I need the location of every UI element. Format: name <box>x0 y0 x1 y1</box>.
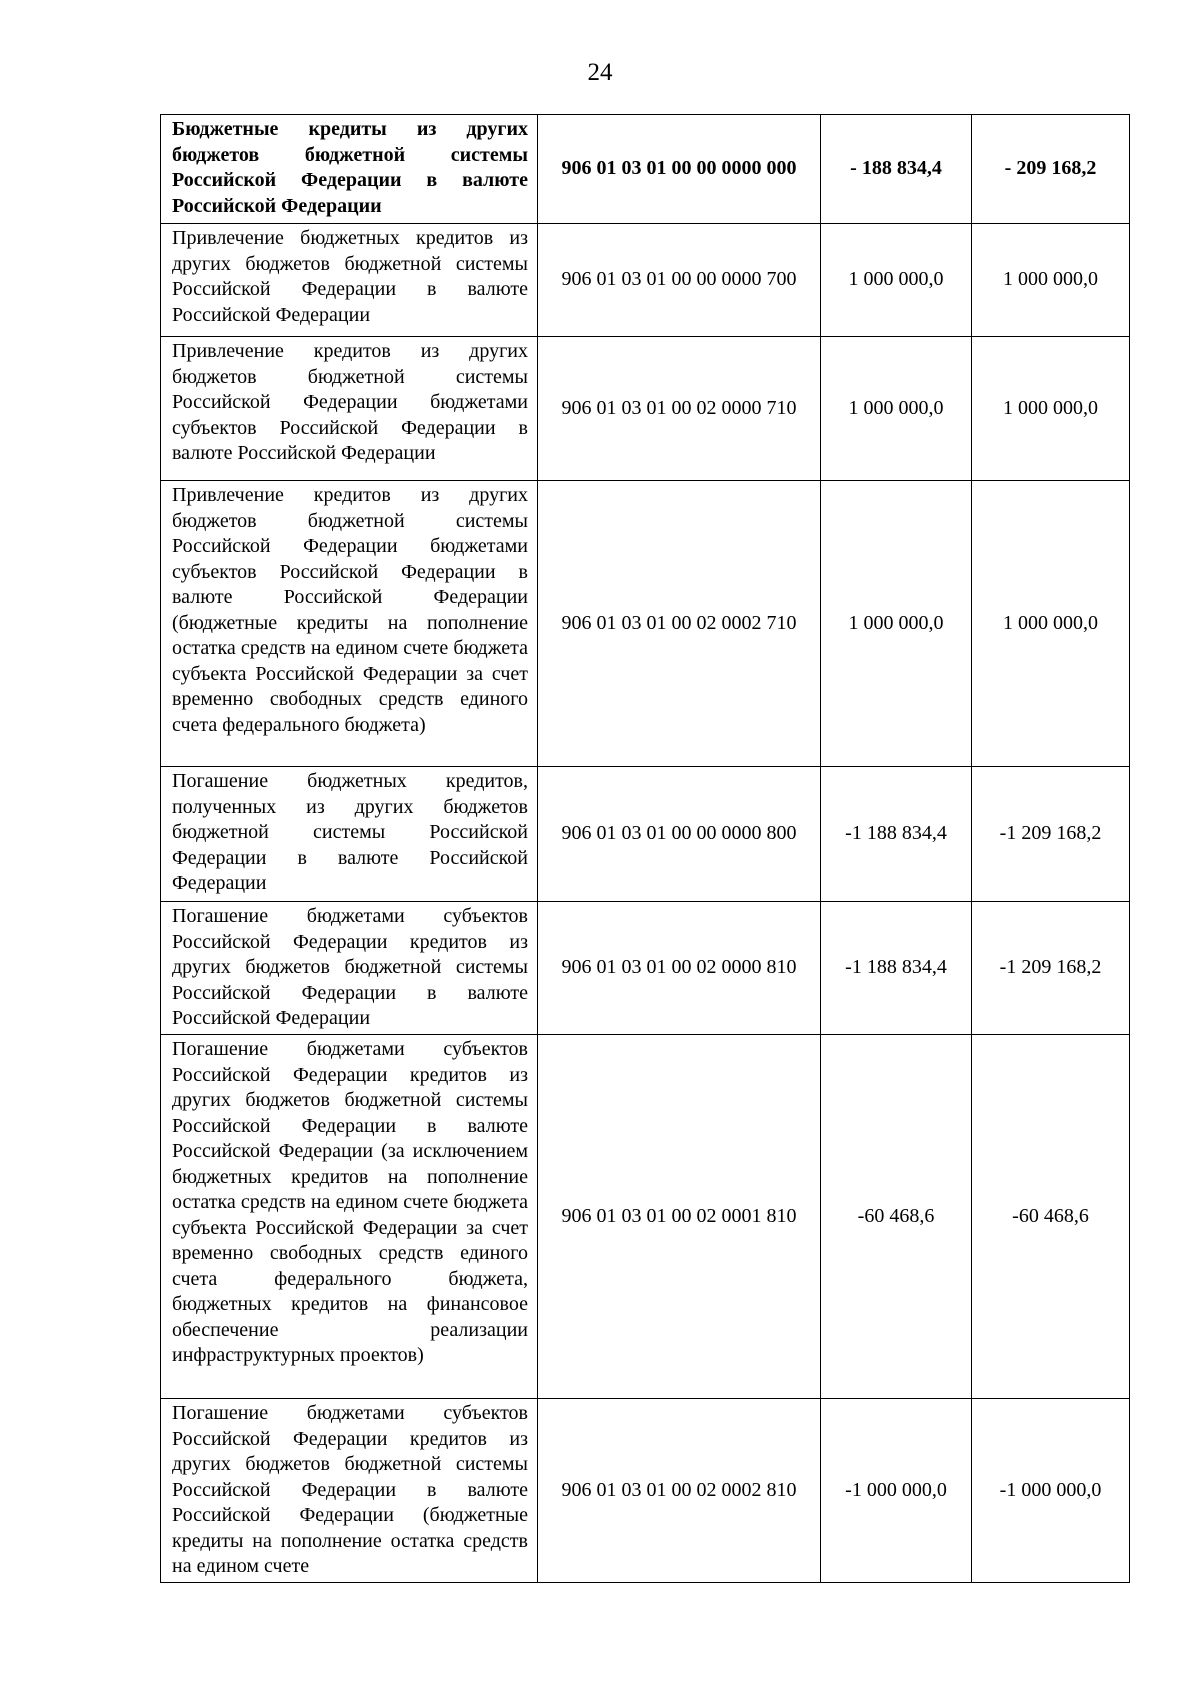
row-description: Привлечение бюджетных кредитов из других бюджетов бюджетной системы Российской Федерации в валюте Российской Федерации <box>161 224 538 337</box>
row-description: Погашение бюджетами субъектов Российской Федерации кредитов из других бюджетов бюджетной системы Российской Федерации в валюте Российской Федерации (бюджетные кредиты на пополнение остатка средств на едином счете <box>161 1399 538 1583</box>
row-value-year-1: -1 188 834,4 <box>821 767 972 902</box>
row-budget-code: 906 01 03 01 00 02 0000 710 <box>538 337 821 481</box>
table-row <box>161 767 1130 902</box>
row-description: Погашение бюджетами субъектов Российской Федерации кредитов из других бюджетов бюджетной системы Российской Федерации в валюте Российской Федерации <box>161 902 538 1035</box>
table-row <box>161 902 1130 1035</box>
row-value-year-2: 1 000 000,0 <box>972 337 1130 481</box>
row-value-year-1: - 188 834,4 <box>821 115 972 224</box>
row-value-year-2: -1 209 168,2 <box>972 902 1130 1035</box>
row-budget-code: 906 01 03 01 00 02 0002 710 <box>538 481 821 767</box>
row-value-year-1: -60 468,6 <box>821 1035 972 1399</box>
table-row <box>161 1035 1130 1399</box>
row-value-year-2: -60 468,6 <box>972 1035 1130 1399</box>
row-value-year-1: 1 000 000,0 <box>821 337 972 481</box>
row-value-year-2: 1 000 000,0 <box>972 481 1130 767</box>
row-budget-code: 906 01 03 01 00 02 0002 810 <box>538 1399 821 1583</box>
table-row <box>161 481 1130 767</box>
row-budget-code: 906 01 03 01 00 00 0000 000 <box>538 115 821 224</box>
page-number: 24 <box>587 59 613 86</box>
row-value-year-1: 1 000 000,0 <box>821 224 972 337</box>
row-budget-code: 906 01 03 01 00 00 0000 700 <box>538 224 821 337</box>
row-description: Бюджетные кредиты из других бюджетов бюджетной системы Российской Федерации в валюте Российской Федерации <box>161 115 538 224</box>
row-value-year-1: -1 000 000,0 <box>821 1399 972 1583</box>
row-value-year-2: - 209 168,2 <box>972 115 1130 224</box>
row-description: Привлечение кредитов из других бюджетов бюджетной системы Российской Федерации бюджетами субъектов Российской Федерации в валюте Российской Федерации <box>161 337 538 481</box>
row-value-year-1: -1 188 834,4 <box>821 902 972 1035</box>
row-value-year-2: -1 209 168,2 <box>972 767 1130 902</box>
row-description: Погашение бюджетами субъектов Российской Федерации кредитов из других бюджетов бюджетной системы Российской Федерации в валюте Российской Федерации (за исключением бюджетных кредитов на пополнение остатка средств на едином счете бюджета субъекта Российской Федерации за счет временно свободных средств единого счета федерального бюджета, бюджетных кредитов на финансовое обеспечение реализации инфраструктурных проектов) <box>161 1035 538 1399</box>
row-budget-code: 906 01 03 01 00 00 0000 800 <box>538 767 821 902</box>
row-value-year-2: 1 000 000,0 <box>972 224 1130 337</box>
row-description: Привлечение кредитов из других бюджетов бюджетной системы Российской Федерации бюджетами субъектов Российской Федерации в валюте Российской Федерации (бюджетные кредиты на пополнение остатка средств на едином счете бюджета субъекта Российской Федерации за счет временно свободных средств единого счета федерального бюджета) <box>161 481 538 767</box>
row-budget-code: 906 01 03 01 00 02 0000 810 <box>538 902 821 1035</box>
table-row <box>161 115 1130 224</box>
row-budget-code: 906 01 03 01 00 02 0001 810 <box>538 1035 821 1399</box>
budget-sources-table <box>160 114 1130 1583</box>
table-row <box>161 224 1130 337</box>
row-value-year-1: 1 000 000,0 <box>821 481 972 767</box>
table-row <box>161 337 1130 481</box>
row-description: Погашение бюджетных кредитов, полученных из других бюджетов бюджетной системы Российской Федерации в валюте Российской Федерации <box>161 767 538 902</box>
table-row <box>161 1399 1130 1583</box>
row-value-year-2: -1 000 000,0 <box>972 1399 1130 1583</box>
